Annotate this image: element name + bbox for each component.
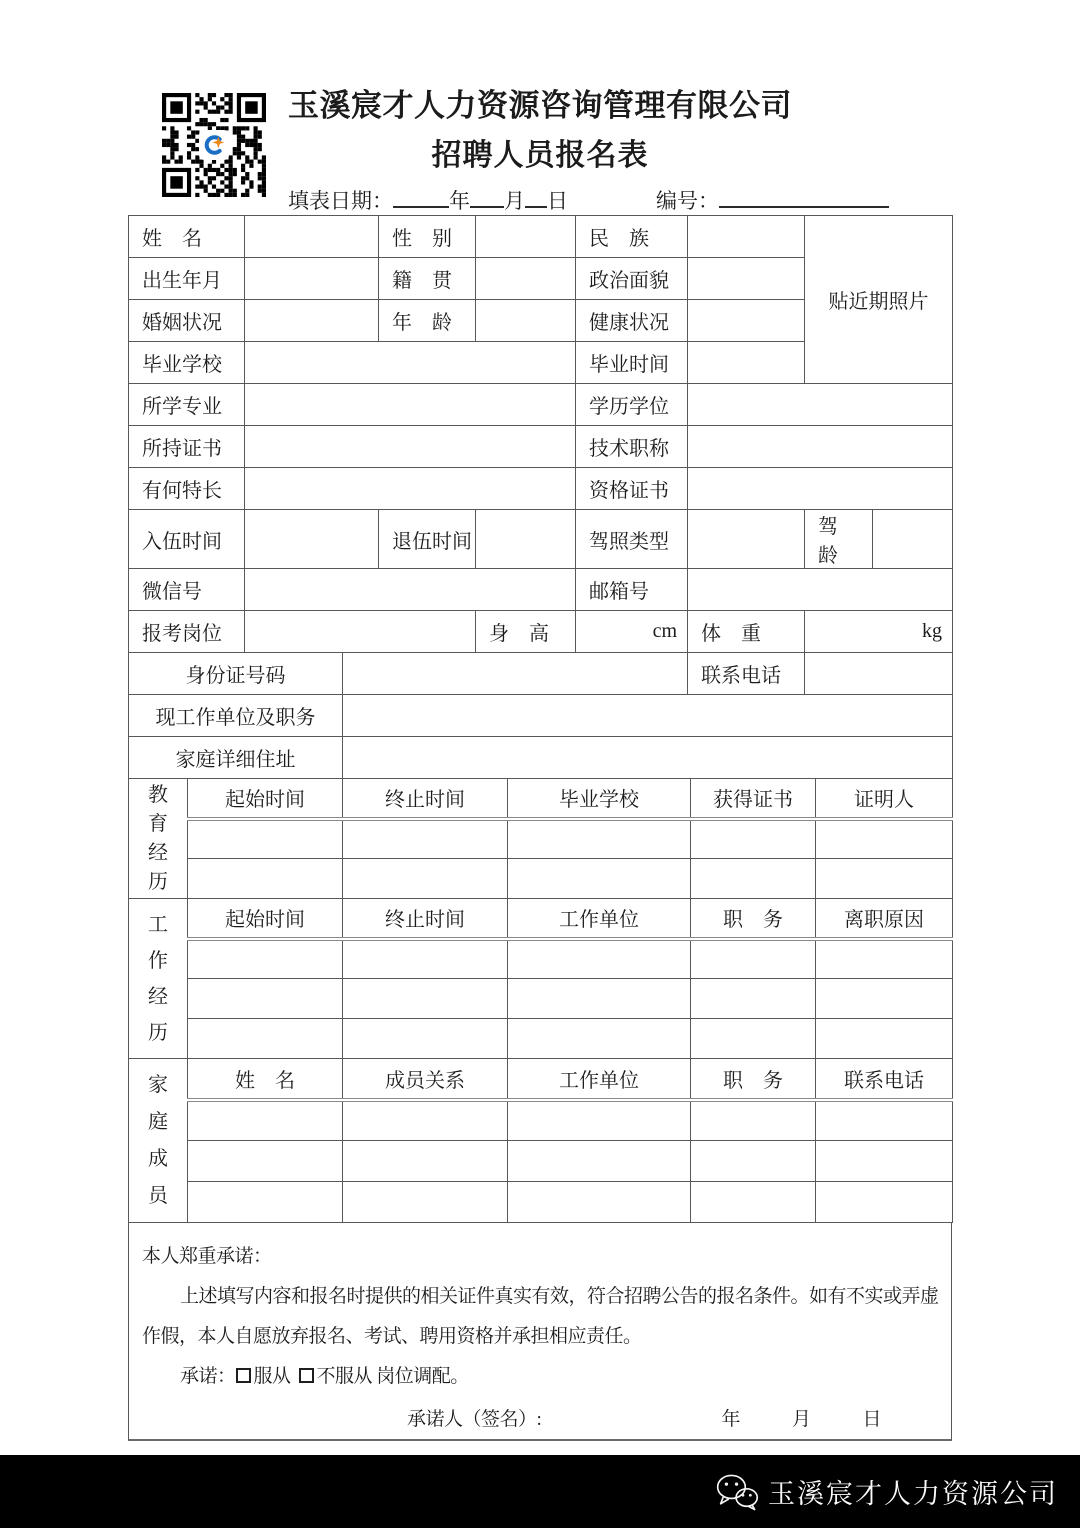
education-header-certificate: 获得证书 — [691, 779, 816, 819]
weight-label: 体 重 — [688, 611, 805, 653]
work-history-table — [128, 898, 953, 1059]
graduate-school-value — [245, 342, 576, 384]
graduate-school-label: 毕业学校 — [129, 342, 245, 384]
gender-value — [476, 216, 576, 258]
wechat-label: 微信号 — [129, 569, 245, 611]
height-unit: cm — [576, 611, 688, 653]
fill-date-month-blank — [470, 186, 504, 208]
fill-date-label: 填表日期： — [288, 189, 393, 213]
marital-status-label: 婚姻状况 — [129, 300, 245, 342]
education-section-label: 教育经历 — [129, 779, 188, 899]
gender-label: 性 别 — [379, 216, 476, 258]
license-type-value — [688, 510, 805, 569]
specialties-label: 有何特长 — [129, 468, 245, 510]
current-employer-label: 现工作单位及职务 — [129, 695, 343, 737]
qualification-cert-value — [688, 468, 953, 510]
choice-suffix: 岗位调配。 — [376, 1366, 469, 1387]
choice-obey-label: 服从 — [253, 1366, 291, 1387]
signature-date — [721, 1400, 881, 1440]
specialties-value — [245, 468, 576, 510]
commitment-section — [128, 1222, 952, 1441]
education-header-end-time: 终止时间 — [343, 779, 508, 819]
family-header-phone: 联系电话 — [816, 1059, 953, 1100]
commitment-choice-line — [142, 1357, 941, 1397]
family-header-position: 职 务 — [691, 1059, 816, 1100]
birth-date-label: 出生年月 — [129, 258, 245, 300]
form-body — [128, 215, 952, 1441]
commitment-body: 上述填写内容和报名时提供的相关证件真实有效，符合招聘公告的报名条件。如有不实或弄虚作假，本人自愿放弃报名、考试、聘用资格并承担相应责任。 — [142, 1286, 939, 1347]
work-empty-row — [129, 979, 953, 1019]
fill-date-day-blank — [525, 186, 547, 208]
education-header-referee: 证明人 — [816, 779, 953, 819]
serial-line — [656, 185, 889, 215]
birth-date-value — [245, 258, 379, 300]
major-value — [245, 384, 576, 426]
health-value — [688, 300, 805, 342]
education-empty-row — [129, 859, 953, 899]
basic-info-table — [128, 215, 953, 779]
signature-line — [142, 1400, 941, 1440]
footer-brand: 玉溪宸才人力资源公司 — [768, 1479, 1058, 1509]
age-value — [476, 300, 576, 342]
work-empty-row — [129, 1019, 953, 1059]
enlist-time-value — [245, 510, 379, 569]
phone-label: 联系电话 — [688, 653, 805, 695]
phone-value — [805, 653, 953, 695]
sign-month-label: 月 — [791, 1409, 811, 1430]
work-header-leave-reason: 离职原因 — [816, 899, 953, 939]
family-header-name: 姓 名 — [188, 1059, 343, 1100]
work-header-position: 职 务 — [691, 899, 816, 939]
applied-position-value — [245, 611, 476, 653]
checkbox-obey-icon — [236, 1368, 251, 1383]
technical-title-label: 技术职称 — [576, 426, 688, 468]
license-type-label: 驾照类型 — [576, 510, 688, 569]
education-history-table — [128, 778, 953, 899]
education-header-school: 毕业学校 — [508, 779, 691, 819]
work-header-employer: 工作单位 — [508, 899, 691, 939]
driving-age-label: 驾 龄 — [805, 510, 873, 569]
day-label: 日 — [547, 189, 568, 213]
serial-blank — [719, 186, 889, 208]
enlist-time-label: 入伍时间 — [129, 510, 245, 569]
discharge-time-value — [476, 510, 576, 569]
month-label: 月 — [504, 189, 525, 213]
signer-label: 承诺人（签名）: — [407, 1409, 542, 1430]
email-value — [688, 569, 953, 611]
wechat-icon — [714, 1472, 760, 1512]
education-empty-row — [129, 819, 953, 859]
commitment-title: 本人郑重承诺： — [142, 1246, 272, 1267]
education-degree-label: 学历学位 — [576, 384, 688, 426]
ethnicity-value — [688, 216, 805, 258]
year-label: 年 — [449, 189, 470, 213]
applied-position-label: 报考岗位 — [129, 611, 245, 653]
id-number-value — [343, 653, 688, 695]
work-header-end-time: 终止时间 — [343, 899, 508, 939]
health-label: 健康状况 — [576, 300, 688, 342]
discharge-time-label: 退伍时间 — [379, 510, 476, 569]
home-address-label: 家庭详细住址 — [129, 737, 343, 779]
certificates-held-value — [245, 426, 576, 468]
choice-disobey-label: 不服从 — [316, 1366, 373, 1387]
work-header-start-time: 起始时间 — [188, 899, 343, 939]
technical-title-value — [688, 426, 953, 468]
weight-unit: kg — [805, 611, 953, 653]
age-label: 年 龄 — [379, 300, 476, 342]
checkbox-disobey-icon — [299, 1368, 314, 1383]
family-members-table — [128, 1058, 953, 1223]
work-section-label: 工作经历 — [129, 899, 188, 1059]
home-address-value — [343, 737, 953, 779]
native-place-label: 籍 贯 — [379, 258, 476, 300]
form-header — [0, 80, 1080, 174]
family-empty-row — [129, 1100, 953, 1141]
fill-date-line — [288, 185, 568, 215]
sign-day-label: 日 — [862, 1409, 881, 1430]
photo-cell: 贴近期照片 — [805, 216, 953, 384]
family-header-employer: 工作单位 — [508, 1059, 691, 1100]
qualification-cert-label: 资格证书 — [576, 468, 688, 510]
family-section-label: 家庭成员 — [129, 1059, 188, 1223]
choice-label: 承诺： — [180, 1366, 236, 1387]
graduate-time-label: 毕业时间 — [576, 342, 688, 384]
fill-date-year-blank — [393, 186, 449, 208]
family-empty-row — [129, 1182, 953, 1223]
company-title: 玉溪宸才人力资源咨询管理有限公司 — [288, 88, 792, 123]
sign-year-label: 年 — [721, 1409, 740, 1430]
family-empty-row — [129, 1141, 953, 1182]
education-header-start-time: 起始时间 — [188, 779, 343, 819]
name-value — [245, 216, 379, 258]
political-status-label: 政治面貌 — [576, 258, 688, 300]
form-title: 招聘人员报名表 — [431, 139, 649, 172]
major-label: 所学专业 — [129, 384, 245, 426]
graduate-time-value — [688, 342, 805, 384]
political-status-value — [688, 258, 805, 300]
family-header-relation: 成员关系 — [343, 1059, 508, 1100]
height-label: 身 高 — [476, 611, 576, 653]
serial-label: 编号： — [656, 189, 719, 213]
native-place-value — [476, 258, 576, 300]
footer-bar — [0, 1455, 1080, 1528]
education-degree-value — [688, 384, 953, 426]
driving-age-value — [873, 510, 953, 569]
email-label: 邮箱号 — [576, 569, 688, 611]
work-empty-row — [129, 939, 953, 979]
id-number-label: 身份证号码 — [129, 653, 343, 695]
current-employer-value — [343, 695, 953, 737]
certificates-held-label: 所持证书 — [129, 426, 245, 468]
wechat-value — [245, 569, 576, 611]
marital-status-value — [245, 300, 379, 342]
ethnicity-label: 民 族 — [576, 216, 688, 258]
name-label: 姓 名 — [129, 216, 245, 258]
